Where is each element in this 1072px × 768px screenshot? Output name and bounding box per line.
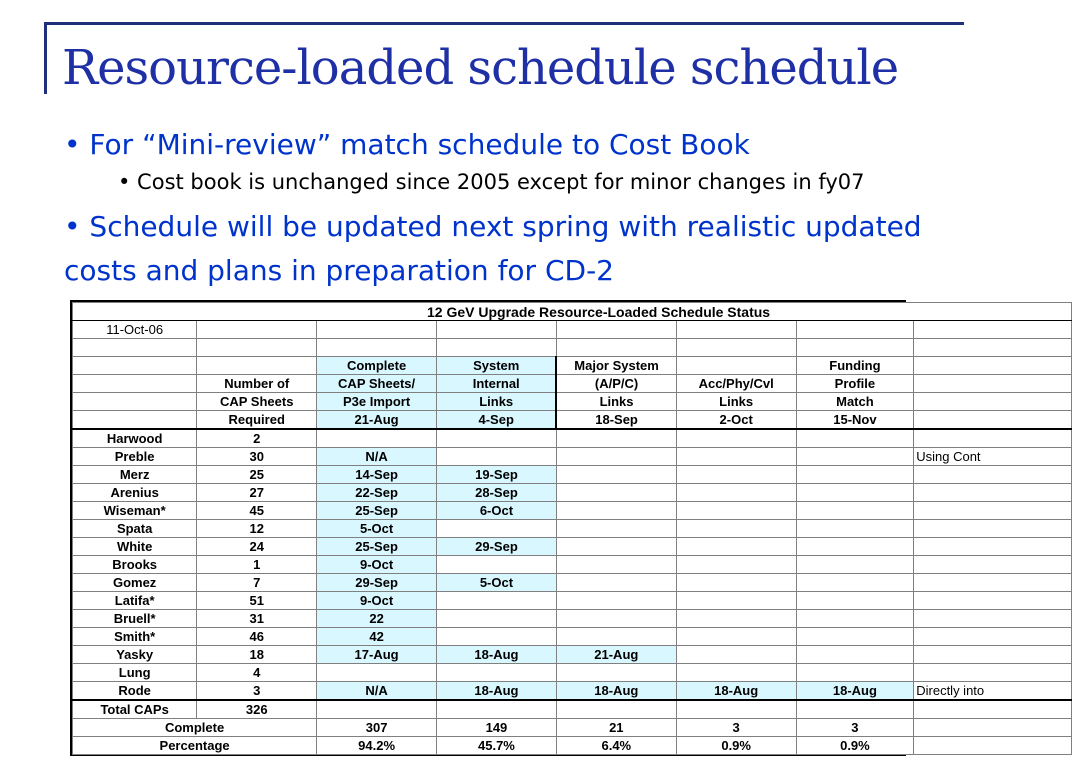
row-milestone xyxy=(796,538,914,556)
header-cell: 2-Oct xyxy=(676,411,796,430)
row-cap-count: 45 xyxy=(197,502,317,520)
row-cap-count: 31 xyxy=(197,610,317,628)
header-cell: Links xyxy=(556,393,676,411)
row-milestone: 18-Aug xyxy=(437,682,557,701)
row-milestone xyxy=(796,484,914,502)
row-milestone xyxy=(796,502,914,520)
row-milestone: 42 xyxy=(317,628,437,646)
table-row xyxy=(73,592,1072,610)
header-cell: Links xyxy=(437,393,557,411)
row-milestone xyxy=(796,429,914,448)
table-row xyxy=(73,682,1072,701)
row-milestone: 5-Oct xyxy=(437,574,557,592)
header-row xyxy=(73,393,1072,411)
row-cap-count: 12 xyxy=(197,520,317,538)
row-milestone xyxy=(796,628,914,646)
row-milestone xyxy=(796,610,914,628)
row-milestone xyxy=(556,538,676,556)
total-label: Total CAPs xyxy=(73,700,197,719)
row-milestone xyxy=(437,520,557,538)
header-cell: 18-Sep xyxy=(556,411,676,430)
row-milestone: 21-Aug xyxy=(556,646,676,664)
row-name: Spata xyxy=(73,520,197,538)
status-table xyxy=(72,302,1072,755)
row-milestone xyxy=(676,538,796,556)
header-cell xyxy=(73,393,197,411)
header-row xyxy=(73,411,1072,430)
header-cell xyxy=(73,411,197,430)
row-note xyxy=(914,520,1072,538)
complete-value: 3 xyxy=(796,719,914,737)
row-name: Brooks xyxy=(73,556,197,574)
row-milestone: 22 xyxy=(317,610,437,628)
row-note xyxy=(914,646,1072,664)
row-note xyxy=(914,628,1072,646)
row-milestone xyxy=(796,466,914,484)
row-milestone xyxy=(556,592,676,610)
row-milestone xyxy=(796,646,914,664)
row-note xyxy=(914,610,1072,628)
row-note xyxy=(914,592,1072,610)
table-row xyxy=(73,610,1072,628)
header-cell: 4-Sep xyxy=(437,411,557,430)
header-cell: (A/P/C) xyxy=(556,375,676,393)
table-title: 12 GeV Upgrade Resource-Loaded Schedule Status xyxy=(73,303,1072,321)
header-cell: 15-Nov xyxy=(796,411,914,430)
table-row xyxy=(73,646,1072,664)
row-name: Arenius xyxy=(73,484,197,502)
percentage-value: 0.9% xyxy=(796,737,914,755)
total-row xyxy=(73,700,1072,719)
row-milestone xyxy=(556,484,676,502)
row-note xyxy=(914,664,1072,682)
row-milestone: 18-Aug xyxy=(796,682,914,701)
row-cap-count: 51 xyxy=(197,592,317,610)
percentage-value: 45.7% xyxy=(437,737,557,755)
header-row xyxy=(73,375,1072,393)
row-name: Yasky xyxy=(73,646,197,664)
table-row xyxy=(73,538,1072,556)
header-cell xyxy=(197,357,317,375)
row-milestone xyxy=(556,466,676,484)
row-milestone xyxy=(437,592,557,610)
row-milestone xyxy=(556,664,676,682)
slide-title: Resource-loaded schedule schedule xyxy=(62,40,899,96)
row-cap-count: 4 xyxy=(197,664,317,682)
total-value: 326 xyxy=(197,700,317,719)
header-cell xyxy=(73,357,197,375)
row-name: Bruell* xyxy=(73,610,197,628)
row-milestone: 14-Sep xyxy=(317,466,437,484)
complete-value: 21 xyxy=(556,719,676,737)
header-cell: CAP Sheets xyxy=(197,393,317,411)
table-date-row xyxy=(73,321,1072,339)
row-note: Directly into xyxy=(914,682,1072,701)
row-milestone: 17-Aug xyxy=(317,646,437,664)
complete-label: Complete xyxy=(73,719,317,737)
table-row xyxy=(73,556,1072,574)
complete-value: 307 xyxy=(317,719,437,737)
row-cap-count: 2 xyxy=(197,429,317,448)
row-milestone: 19-Sep xyxy=(437,466,557,484)
sub-bullet-cost-book: • Cost book is unchanged since 2005 except for minor changes in fy07 xyxy=(118,170,865,194)
complete-row xyxy=(73,719,1072,737)
header-cell: Links xyxy=(676,393,796,411)
row-cap-count: 25 xyxy=(197,466,317,484)
row-note xyxy=(914,538,1072,556)
row-note xyxy=(914,484,1072,502)
row-note xyxy=(914,466,1072,484)
header-cell: Profile xyxy=(796,375,914,393)
header-cell: Major System xyxy=(556,357,676,375)
row-cap-count: 3 xyxy=(197,682,317,701)
row-note xyxy=(914,429,1072,448)
table-title-row xyxy=(73,303,1072,321)
row-cap-count: 7 xyxy=(197,574,317,592)
row-milestone xyxy=(676,556,796,574)
row-cap-count: 24 xyxy=(197,538,317,556)
row-milestone xyxy=(556,429,676,448)
row-milestone xyxy=(556,610,676,628)
row-milestone: 18-Aug xyxy=(556,682,676,701)
row-note xyxy=(914,574,1072,592)
row-milestone xyxy=(556,628,676,646)
row-milestone xyxy=(676,466,796,484)
row-milestone xyxy=(676,592,796,610)
row-milestone xyxy=(556,502,676,520)
row-milestone xyxy=(317,664,437,682)
row-milestone: 18-Aug xyxy=(437,646,557,664)
header-cell xyxy=(73,375,197,393)
row-milestone: 9-Oct xyxy=(317,556,437,574)
row-milestone xyxy=(796,556,914,574)
row-milestone xyxy=(796,520,914,538)
row-name: White xyxy=(73,538,197,556)
row-milestone: 28-Sep xyxy=(437,484,557,502)
header-cell: Match xyxy=(796,393,914,411)
percentage-row xyxy=(73,737,1072,755)
row-milestone: 25-Sep xyxy=(317,502,437,520)
row-milestone xyxy=(676,502,796,520)
status-table-container xyxy=(70,300,985,756)
row-milestone xyxy=(556,448,676,466)
title-rule-top xyxy=(44,22,964,25)
row-milestone xyxy=(676,429,796,448)
row-milestone: 9-Oct xyxy=(317,592,437,610)
percentage-value: 6.4% xyxy=(556,737,676,755)
table-date: 11-Oct-06 xyxy=(73,321,197,339)
table-row xyxy=(73,448,1072,466)
row-milestone: 29-Sep xyxy=(317,574,437,592)
row-milestone: N/A xyxy=(317,682,437,701)
row-cap-count: 18 xyxy=(197,646,317,664)
note-cell xyxy=(914,375,1072,393)
row-milestone: 18-Aug xyxy=(676,682,796,701)
percentage-value: 0.9% xyxy=(676,737,796,755)
row-name: Gomez xyxy=(73,574,197,592)
title-rule-left xyxy=(44,22,47,94)
percentage-label: Percentage xyxy=(73,737,317,755)
row-milestone: 25-Sep xyxy=(317,538,437,556)
row-name: Rode xyxy=(73,682,197,701)
row-name: Smith* xyxy=(73,628,197,646)
header-cell: Complete xyxy=(317,357,437,375)
row-milestone xyxy=(437,448,557,466)
row-milestone xyxy=(437,628,557,646)
table-row xyxy=(73,429,1072,448)
row-milestone xyxy=(676,484,796,502)
row-milestone xyxy=(437,429,557,448)
note-cell xyxy=(914,411,1072,430)
header-row xyxy=(73,357,1072,375)
note-cell xyxy=(914,357,1072,375)
row-name: Preble xyxy=(73,448,197,466)
header-cell: System xyxy=(437,357,557,375)
percentage-value: 94.2% xyxy=(317,737,437,755)
row-milestone xyxy=(556,520,676,538)
table-row xyxy=(73,520,1072,538)
row-milestone xyxy=(437,664,557,682)
row-milestone xyxy=(676,574,796,592)
table-row xyxy=(73,628,1072,646)
note-cell xyxy=(914,393,1072,411)
row-name: Lung xyxy=(73,664,197,682)
header-cell: Internal xyxy=(437,375,557,393)
header-cell: P3e Import xyxy=(317,393,437,411)
table-row xyxy=(73,484,1072,502)
row-milestone xyxy=(317,429,437,448)
header-cell: 21-Aug xyxy=(317,411,437,430)
row-milestone: 5-Oct xyxy=(317,520,437,538)
row-milestone xyxy=(676,664,796,682)
table-row xyxy=(73,574,1072,592)
header-cell xyxy=(676,357,796,375)
row-note xyxy=(914,502,1072,520)
row-milestone xyxy=(796,574,914,592)
table-row xyxy=(73,502,1072,520)
row-milestone xyxy=(437,610,557,628)
row-cap-count: 46 xyxy=(197,628,317,646)
header-cell: CAP Sheets/ xyxy=(317,375,437,393)
row-milestone: 6-Oct xyxy=(437,502,557,520)
table-row xyxy=(73,664,1072,682)
row-cap-count: 27 xyxy=(197,484,317,502)
row-note: Using Cont xyxy=(914,448,1072,466)
row-note xyxy=(914,556,1072,574)
row-milestone xyxy=(676,610,796,628)
row-name: Harwood xyxy=(73,429,197,448)
complete-value: 149 xyxy=(437,719,557,737)
row-milestone xyxy=(796,448,914,466)
row-milestone xyxy=(796,664,914,682)
row-cap-count: 30 xyxy=(197,448,317,466)
row-milestone: 29-Sep xyxy=(437,538,557,556)
row-milestone xyxy=(556,556,676,574)
complete-value: 3 xyxy=(676,719,796,737)
row-milestone xyxy=(676,646,796,664)
row-cap-count: 1 xyxy=(197,556,317,574)
header-cell: Number of xyxy=(197,375,317,393)
bullet-mini-review: • For “Mini-review” match schedule to Cost Book xyxy=(64,128,750,161)
table-spacer-row xyxy=(73,339,1072,357)
header-cell: Acc/Phy/Cvl xyxy=(676,375,796,393)
header-cell: Required xyxy=(197,411,317,430)
row-name: Merz xyxy=(73,466,197,484)
row-name: Wiseman* xyxy=(73,502,197,520)
row-name: Latifa* xyxy=(73,592,197,610)
row-milestone xyxy=(676,448,796,466)
header-cell: Funding xyxy=(796,357,914,375)
table-row xyxy=(73,466,1072,484)
bullet-schedule-update: • Schedule will be updated next spring with realistic updated costs and plans in preparation for CD-2 xyxy=(64,210,922,287)
row-milestone: 22-Sep xyxy=(317,484,437,502)
row-milestone xyxy=(676,520,796,538)
row-milestone xyxy=(556,574,676,592)
row-milestone: N/A xyxy=(317,448,437,466)
row-milestone xyxy=(676,628,796,646)
row-milestone xyxy=(437,556,557,574)
row-milestone xyxy=(796,592,914,610)
